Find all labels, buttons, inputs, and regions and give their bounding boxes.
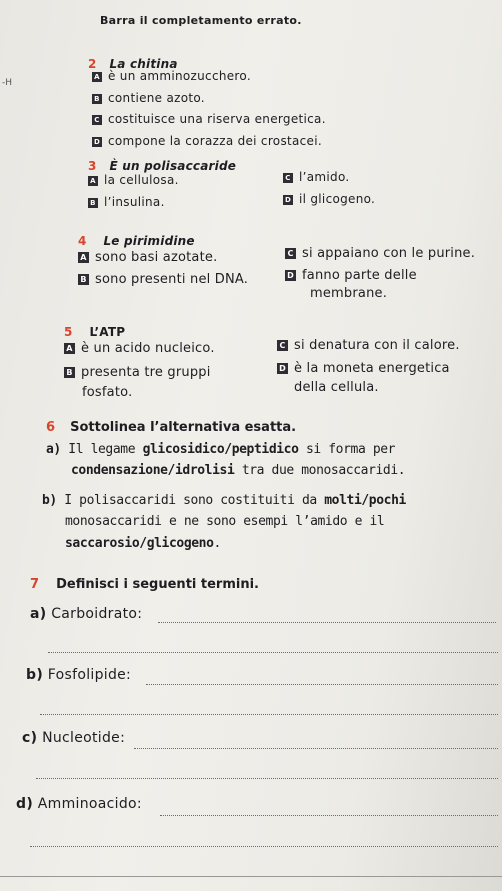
- option-text: presenta tre gruppi: [81, 365, 211, 380]
- term-d-label: [16, 796, 142, 812]
- option-c[interactable]: [285, 246, 475, 261]
- option-d[interactable]: [285, 268, 417, 283]
- question-title: Sottolinea l’alternativa esatta.: [70, 420, 297, 435]
- question-title: L’ATP: [89, 325, 126, 339]
- option-text: è un acido nucleico.: [81, 341, 215, 356]
- question-title: Definisci i seguenti termini.: [56, 577, 259, 592]
- term-a-label: [30, 606, 142, 622]
- question-5-header: [64, 321, 125, 340]
- term-letter: c): [22, 730, 38, 746]
- answer-line-c1[interactable]: [134, 748, 498, 749]
- statement-text: Il legame: [68, 442, 143, 457]
- question-number: 4: [78, 234, 87, 248]
- option-letter-box: D: [285, 270, 296, 281]
- question-3-header: [88, 155, 236, 174]
- option-letter-box: D: [93, 138, 101, 146]
- option-letter-box: C: [283, 173, 293, 183]
- term-letter: b): [26, 667, 44, 683]
- option-b-continuation: fosfato.: [82, 385, 133, 400]
- option-letter-box: B: [88, 198, 98, 208]
- instruction-heading: Barra il completamento errato.: [100, 14, 302, 27]
- statement-label: a): [46, 442, 61, 457]
- option-b[interactable]: [88, 195, 165, 209]
- question-title: La chitina: [109, 57, 178, 71]
- answer-line-a1[interactable]: [158, 622, 496, 623]
- option-d-continuation: membrane.: [310, 286, 388, 301]
- statement-b-line-2: monosaccaridi e ne sono esempi l’amido e il: [65, 514, 385, 529]
- option-text: la cellulosa.: [104, 173, 179, 187]
- option-letter-box: A: [64, 343, 75, 354]
- option-text: fanno parte delle: [302, 268, 417, 283]
- option-text: è un amminozucchero.: [108, 69, 251, 83]
- question-number: 6: [46, 420, 56, 435]
- option-letter-box: A: [88, 176, 98, 186]
- option-text: l’amido.: [299, 170, 350, 184]
- option-letter-box: A: [78, 252, 89, 263]
- option-text: è la moneta energetica: [294, 361, 450, 376]
- option-a[interactable]: [92, 69, 251, 83]
- option-d[interactable]: [277, 361, 450, 376]
- term-letter: a): [30, 606, 47, 622]
- question-title: Le pirimidine: [103, 234, 195, 248]
- option-a[interactable]: [78, 250, 217, 265]
- option-letter-box: B: [64, 367, 75, 378]
- answer-line-d2[interactable]: [30, 846, 498, 847]
- question-7-header: [30, 573, 259, 592]
- option-letter-box: B: [92, 94, 102, 104]
- answer-line-d1[interactable]: [160, 815, 498, 816]
- statement-a-line-2: [71, 463, 405, 478]
- question-number: 7: [30, 577, 40, 592]
- option-a[interactable]: [64, 341, 215, 356]
- option-letter-box: B: [78, 274, 89, 285]
- choice-toggle[interactable]: molti/pochi: [324, 493, 406, 508]
- statement-b-line-3: [65, 536, 221, 551]
- option-text: sono presenti nel DNA.: [95, 272, 249, 287]
- option-text: si appaiano con le purine.: [302, 246, 476, 261]
- question-6-header: [46, 416, 296, 435]
- option-b[interactable]: [78, 272, 248, 287]
- option-text: l’insulina.: [104, 195, 165, 209]
- statement-b-line-1: [42, 493, 406, 508]
- question-number: 2: [88, 57, 97, 71]
- option-text: sono basi azotate.: [95, 250, 218, 265]
- question-number: 5: [64, 325, 73, 339]
- option-c[interactable]: [283, 170, 350, 184]
- term-letter: d): [16, 796, 34, 812]
- option-b[interactable]: [92, 91, 205, 105]
- option-d[interactable]: [283, 192, 375, 206]
- option-letter-box: D: [277, 363, 288, 374]
- option-text: il glicogeno.: [299, 192, 376, 206]
- option-text: contiene azoto.: [108, 91, 205, 105]
- term-text: Carboidrato:: [51, 606, 143, 622]
- answer-line-c2[interactable]: [36, 778, 498, 779]
- option-text: costituisce una riserva energetica.: [108, 112, 326, 126]
- question-4-header: [78, 230, 195, 249]
- question-title: È un polisaccaride: [109, 159, 237, 173]
- option-letter-box: C: [277, 340, 288, 351]
- answer-line-b1[interactable]: [146, 684, 498, 685]
- option-c[interactable]: [92, 112, 326, 126]
- option-text: compone la corazza dei crostacei.: [108, 134, 322, 148]
- option-letter-box: D: [284, 196, 292, 204]
- option-b[interactable]: [64, 365, 211, 380]
- term-c-label: [22, 730, 125, 746]
- choice-toggle[interactable]: glicosidico/peptidico: [142, 442, 299, 457]
- statement-a-line-1: [46, 442, 395, 457]
- margin-mark: -H: [2, 78, 13, 88]
- option-a[interactable]: [88, 173, 179, 187]
- term-text: Nucleotide:: [42, 730, 126, 746]
- term-b-label: [26, 667, 131, 683]
- option-d-continuation: della cellula.: [294, 380, 379, 395]
- question-number: 3: [88, 159, 97, 173]
- choice-toggle[interactable]: condensazione/idrolisi: [71, 463, 235, 478]
- option-letter-box: C: [92, 115, 102, 125]
- option-d[interactable]: [92, 134, 322, 148]
- answer-line-b2[interactable]: [40, 714, 498, 715]
- page-bottom-edge: [0, 876, 502, 877]
- statement-label: b): [42, 493, 57, 508]
- option-letter-box: A: [92, 72, 102, 82]
- statement-text: I polisaccaridi sono costituiti da: [64, 493, 325, 508]
- option-letter-box: C: [285, 248, 296, 259]
- statement-text: si forma per: [298, 442, 396, 457]
- option-text: si denatura con il calore.: [294, 338, 460, 353]
- statement-text: .: [213, 536, 221, 551]
- answer-line-a2[interactable]: [48, 652, 498, 653]
- statement-text: tra due monosaccaridi.: [234, 463, 406, 478]
- term-text: Amminoacido:: [37, 796, 142, 812]
- option-c[interactable]: [277, 338, 460, 353]
- term-text: Fosfolipide:: [47, 667, 132, 683]
- choice-toggle[interactable]: saccarosio/glicogeno: [65, 536, 214, 551]
